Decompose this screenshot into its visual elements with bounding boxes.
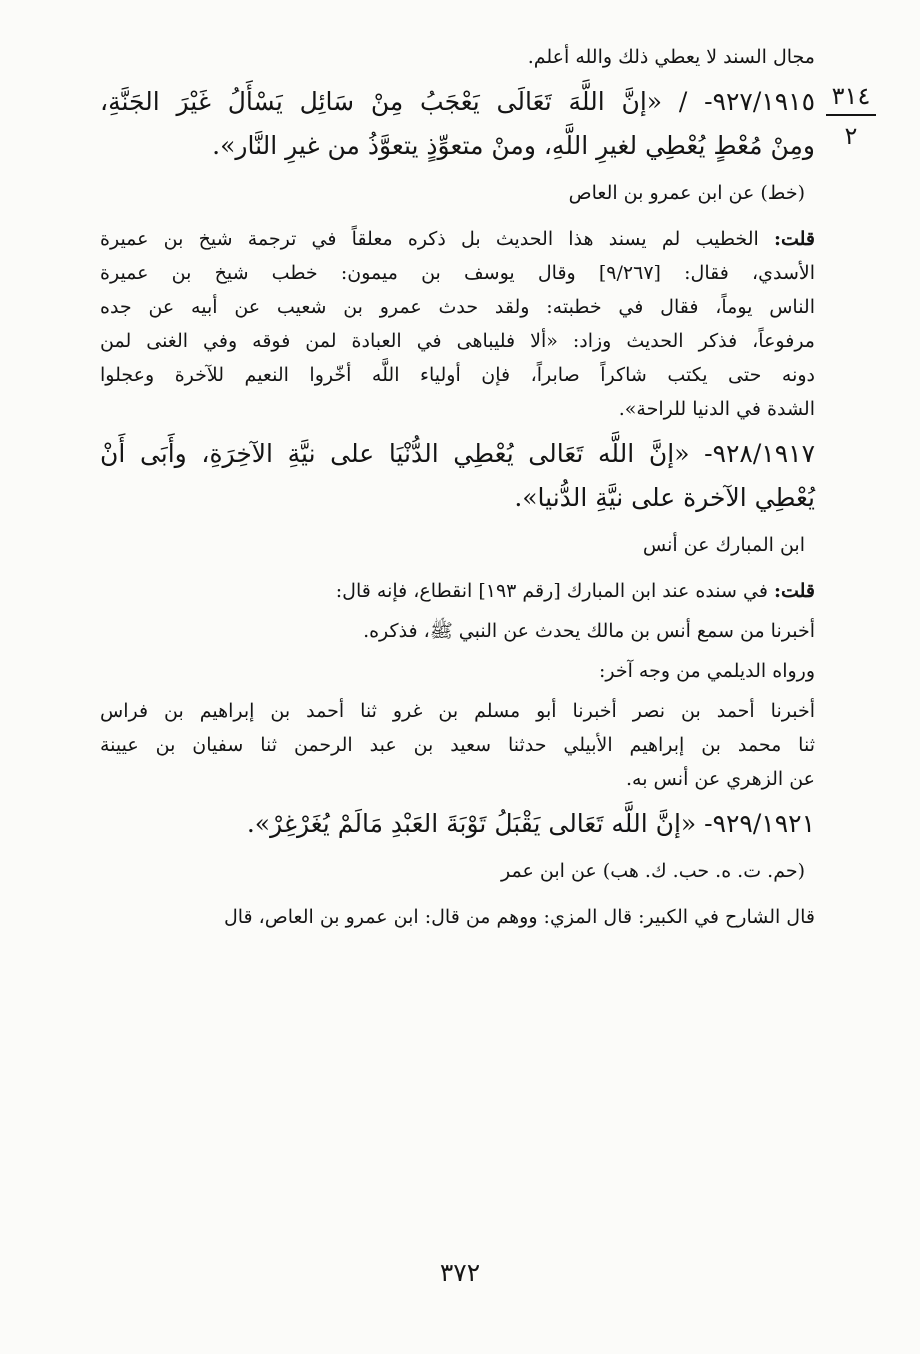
lead-word: قلت: (773, 580, 815, 602)
text-line: قلت: الخطيب لم يسند هذا الحديث بل ذكره معلقاً في ترجمة شيخ بن عميرة (100, 228, 815, 250)
text-line: الناس يوماً، فقال في خطبته: ولقد حدث عمرو بن شعيب عن أبيه عن جده (100, 296, 815, 318)
paragraph (100, 694, 815, 796)
text-line: الأسدي، فقال: [٩/٢٦٧] وقال يوسف بن ميمون: خطب شيخ بن عميرة (100, 262, 815, 284)
text-line: أخبرنا أحمد بن نصر أخبرنا أبو مسلم بن غرو ثنا أحمد بن إبراهيم بن فراس (100, 700, 815, 722)
text-line: (خط) عن ابن عمرو بن العاص (568, 182, 805, 204)
margin-reference-rule (826, 114, 876, 116)
source-attribution (100, 528, 815, 562)
hadith-entry (100, 80, 815, 168)
text-line: عن الزهري عن أنس به. (626, 768, 815, 790)
margin-reference (822, 82, 880, 150)
text-line: ٩٢٨/١٩١٧- «إنَّ اللَّه تَعَالى يُعْطِي الدُّنْيَا على نيَّةِ الآخِرَةِ، وأَبَى أَنْ (100, 439, 815, 468)
hadith-entry (100, 432, 815, 520)
paragraph (100, 574, 815, 608)
text-line: ثنا محمد بن إبراهيم الأبيلي حدثنا سعيد بن عبد الرحمن ثنا سفيان بن عيينة (100, 734, 815, 756)
text-line: الشدة في الدنيا للراحة». (618, 398, 815, 420)
paragraph (100, 222, 815, 426)
text-line: قال الشارح في الكبير: قال المزي: ووهم من قال: ابن عمرو بن العاص، قال (223, 906, 815, 928)
source-attribution (100, 176, 815, 210)
text-line: ٩٢٧/١٩١٥- / «إنَّ اللَّهَ تَعَالَى يَعْجَبُ مِنْ سَائِل يَسْأَلُ غَيْرَ الجَنَّةِ، (100, 87, 815, 116)
lead-word: قلت: (773, 228, 815, 250)
text-line: ومِنْ مُعْطٍ يُعْطِي لغيرِ اللَّهِ، ومنْ متعوِّذٍ يتعوَّذُ من غيرِ النَّار». (212, 131, 815, 160)
text-line: يُعْطِي الآخرة على نيَّةِ الدُّنيا». (514, 483, 815, 512)
text-line: (حم. ت. ه. حب. ك. هب) عن ابن عمر (501, 860, 805, 882)
text-line: ابن المبارك عن أنس (642, 534, 805, 556)
margin-reference-bottom: ٢ (844, 122, 858, 150)
hadith-entry (100, 802, 815, 846)
source-attribution (100, 854, 815, 888)
paragraph (100, 654, 815, 688)
text-line: أخبرنا من سمع أنس بن مالك يحدث عن النبي ﷺ، فذكره. (363, 620, 815, 642)
text-line: قلت: في سنده عند ابن المبارك [رقم ١٩٣] انقطاع، فإنه قال: (335, 580, 815, 602)
text-line: ورواه الديلمي من وجه آخر: (598, 660, 815, 682)
paragraph (100, 900, 815, 934)
page-number: ٣٧٢ (439, 1258, 481, 1287)
text-line: مرفوعاً، فذكر الحديث وزاد: «ألا فليباهى في العبادة لمن فوقه وفي الغنى لمن (100, 330, 815, 352)
page-body (100, 40, 815, 940)
text-line: دونه حتى يكتب شاكراً صابراً، فإن أولياء اللَّه أخّروا النعيم للآخرة وعجلوا (100, 364, 815, 386)
margin-reference-top: ٣١٤ (831, 82, 871, 110)
text-line: مجال السند لا يعطي ذلك والله أعلم. (527, 46, 815, 68)
text-line: ٩٢٩/١٩٢١- «إنَّ اللَّه تَعَالى يَقْبَلُ تَوْبَةَ العَبْدِ مَالَمْ يُغَرْغِرْ». (246, 809, 815, 838)
paragraph (100, 40, 815, 74)
paragraph (100, 614, 815, 648)
